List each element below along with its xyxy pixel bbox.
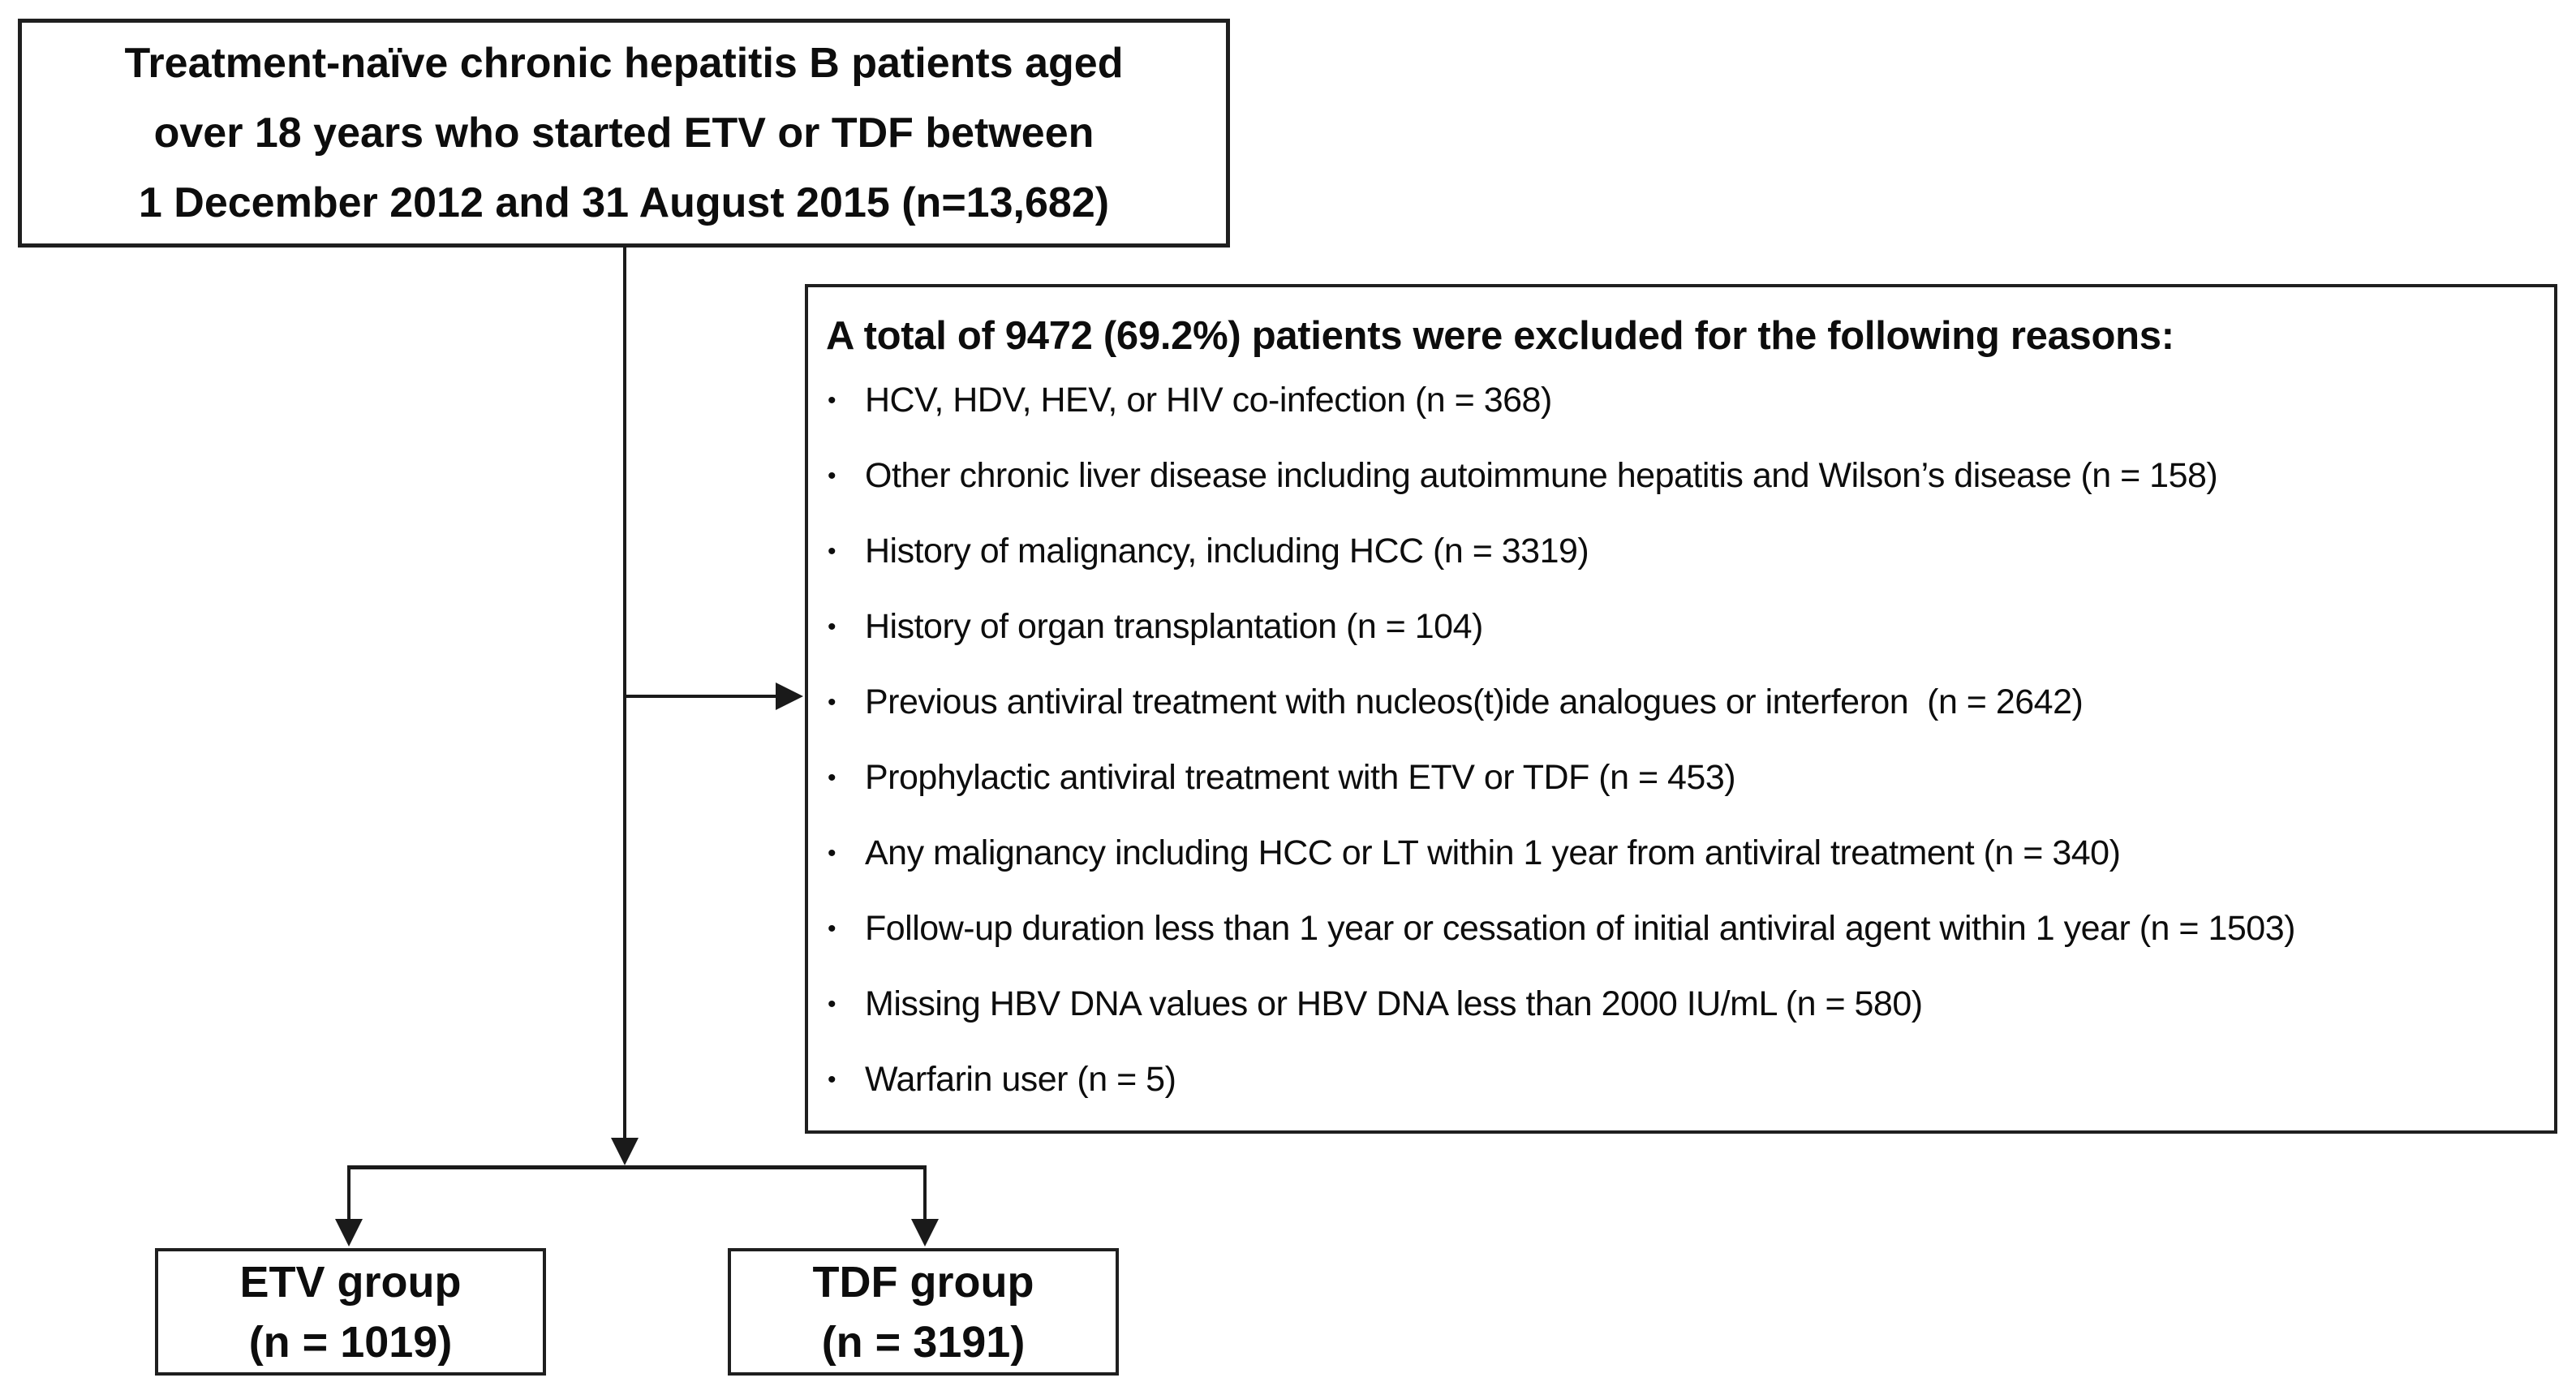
exclusion-item-text: Follow-up duration less than 1 year or cessation of initial antiviral agent within 1 year (n = 1503) [865, 909, 2295, 948]
exclusion-list [808, 378, 2554, 1102]
etv-group-box [155, 1248, 546, 1376]
exclusion-item-text: Previous antiviral treatment with nucleos(t)ide analogues or interferon (n = 2642) [865, 682, 2084, 721]
exclusion-box [805, 284, 2557, 1134]
exclusion-item [828, 756, 2543, 800]
exclusion-item-text: HCV, HDV, HEV, or HIV co-infection (n = 368) [865, 381, 1552, 420]
tdf-group-n: (n = 3191) [821, 1317, 1026, 1367]
arrow-down-left-icon [335, 1219, 363, 1246]
exclusion-item-text: Other chronic liver disease including autoimmune hepatitis and Wilson’s disease (n = 158) [865, 456, 2218, 495]
enrollment-line-1: Treatment-naïve chronic hepatitis B patients aged [124, 40, 1124, 87]
bullet-icon: • [828, 463, 836, 489]
bullet-icon: • [828, 840, 836, 867]
exclusion-item [828, 529, 2543, 574]
tdf-group-label: TDF group [812, 1257, 1034, 1307]
exclusion-item [828, 378, 2543, 423]
exclusion-item-text: Missing HBV DNA values or HBV DNA less than 2000 IU/mL (n = 580) [865, 984, 1923, 1023]
exclusion-item-text: History of malignancy, including HCC (n = 3319) [865, 532, 1589, 570]
exclusion-item [828, 1057, 2543, 1102]
exclusion-item-text: Warfarin user (n = 5) [865, 1060, 1176, 1099]
exclusion-title: A total of 9472 (69.2%) patients were excluded for the following reasons: [826, 314, 2174, 358]
exclusion-item [828, 454, 2543, 498]
branch-left-line [347, 1169, 350, 1220]
arrow-right-icon [776, 682, 803, 710]
arrow-down-icon [611, 1138, 639, 1165]
bullet-icon: • [828, 1066, 836, 1093]
branch-connector-line [347, 1165, 927, 1169]
bullet-icon: • [828, 614, 836, 640]
exclusion-item-text: Any malignancy including HCC or LT within 1 year from antiviral treatment (n = 340) [865, 833, 2121, 872]
exclusion-item-text: History of organ transplantation (n = 104) [865, 607, 1483, 646]
bullet-icon: • [828, 387, 836, 414]
bullet-icon: • [828, 915, 836, 942]
exclusion-item [828, 605, 2543, 649]
arrow-down-right-icon [911, 1219, 939, 1246]
stem-connector-line [623, 246, 626, 1140]
enrollment-line-3: 1 December 2012 and 31 August 2015 (n=13,682) [138, 179, 1110, 226]
bullet-icon: • [828, 538, 836, 565]
exclusion-connector-line [625, 695, 777, 698]
bullet-icon: • [828, 991, 836, 1018]
etv-group-label: ETV group [239, 1257, 462, 1307]
enrollment-box [18, 19, 1230, 248]
exclusion-item [828, 906, 2543, 951]
branch-right-line [923, 1169, 927, 1220]
etv-group-n: (n = 1019) [248, 1317, 453, 1367]
exclusion-item [828, 680, 2543, 725]
exclusion-item [828, 982, 2543, 1027]
bullet-icon: • [828, 689, 836, 716]
exclusion-item [828, 831, 2543, 876]
enrollment-line-2: over 18 years who started ETV or TDF between [153, 110, 1094, 157]
bullet-icon: • [828, 764, 836, 791]
exclusion-item-text: Prophylactic antiviral treatment with ETV or TDF (n = 453) [865, 758, 1736, 797]
tdf-group-box [728, 1248, 1119, 1376]
